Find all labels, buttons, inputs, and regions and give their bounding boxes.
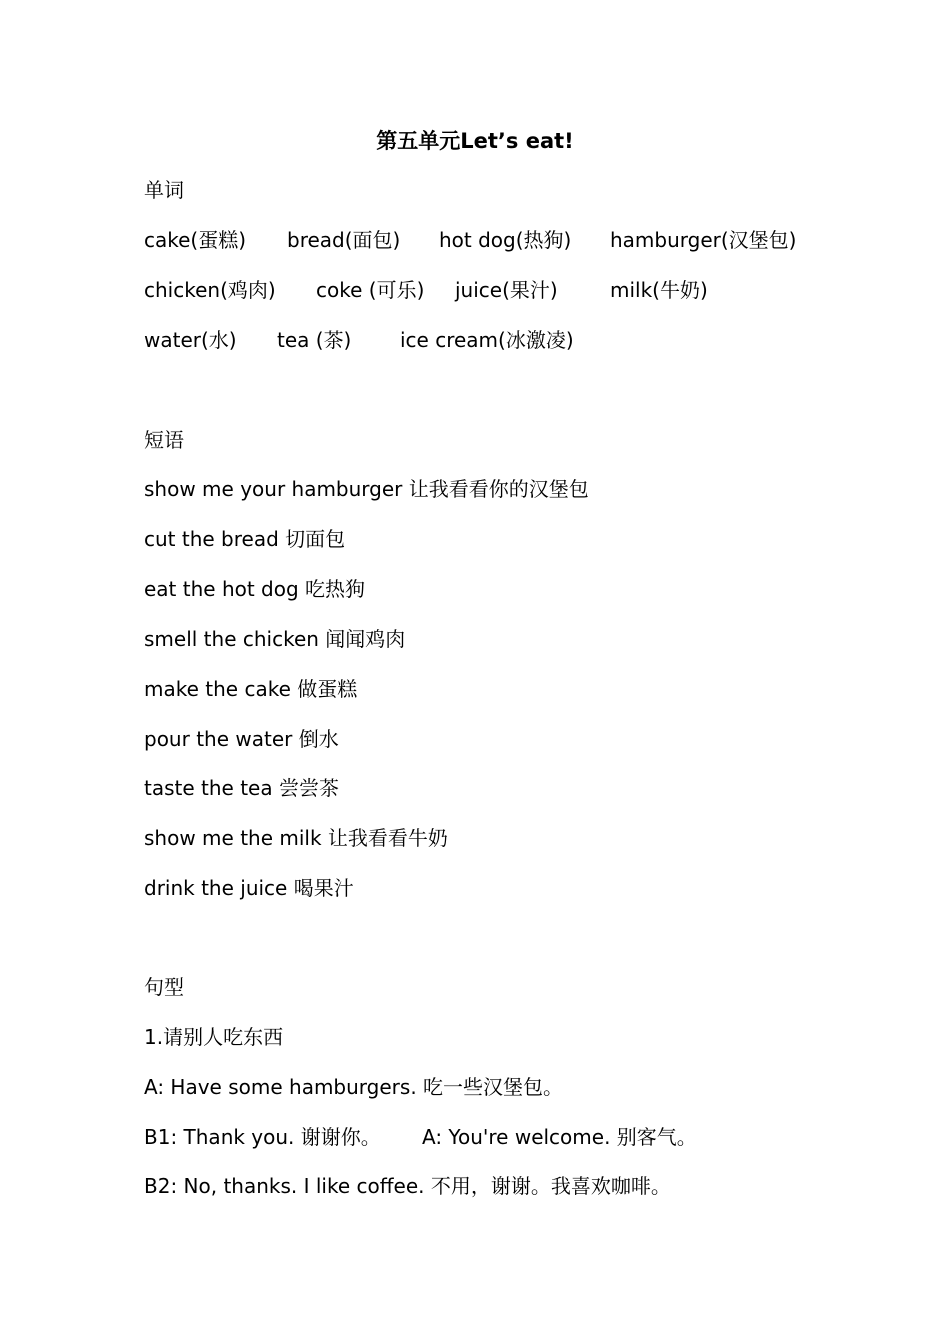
phrase-item <box>144 774 339 802</box>
phrase-en: smell the chicken <box>144 627 319 651</box>
dialogue-zh: 别客气。 <box>616 1125 697 1149</box>
vocab-word: tea (茶) <box>277 328 352 352</box>
phrase-zh: 喝果汁 <box>293 876 354 900</box>
phrase-en: eat the hot dog <box>144 577 299 601</box>
page-title: 第五单元Let’s eat! <box>376 129 574 153</box>
phrase-en: show me the milk <box>144 826 322 850</box>
phrase-item <box>144 475 589 503</box>
phrase-en: make the cake <box>144 677 291 701</box>
dialogue-line <box>144 1073 563 1101</box>
vocab-word: cake(蛋糕) <box>144 228 247 252</box>
dialogue-line <box>144 1172 671 1200</box>
vocab-word: water(水) <box>144 328 237 352</box>
phrase-item <box>144 824 448 852</box>
phrase-item <box>144 625 405 653</box>
vocab-word: juice(果汁) <box>455 278 558 302</box>
vocab-word: coke (可乐) <box>316 278 425 302</box>
phrase-zh: 尝尝茶 <box>278 776 339 800</box>
phrase-en: cut the bread <box>144 527 279 551</box>
phrase-en: taste the tea <box>144 776 273 800</box>
dialogue-en: B2: No, thanks. I like coffee. <box>144 1174 425 1198</box>
dialogue-en: A: You're welcome. <box>422 1125 611 1149</box>
dialogue-zh: 谢谢你。 <box>300 1125 381 1149</box>
dialogue-en: A: Have some hamburgers. <box>144 1075 417 1099</box>
dialogue-en: B1: Thank you. <box>144 1125 295 1149</box>
vocab-word: hot dog(热狗) <box>439 228 572 252</box>
phrase-item <box>144 725 339 753</box>
vocab-word: chicken(鸡肉) <box>144 278 276 302</box>
vocab-word: bread(面包) <box>287 228 401 252</box>
phrase-item <box>144 575 365 603</box>
phrase-zh: 让我看看牛奶 <box>327 826 448 850</box>
phrases-heading: 短语 <box>144 428 184 452</box>
sentences-subheading: 1.请别人吃东西 <box>144 1025 284 1049</box>
phrase-zh: 做蛋糕 <box>297 677 358 701</box>
dialogue-zh: 吃一些汉堡包。 <box>423 1075 564 1099</box>
phrase-zh: 吃热狗 <box>305 577 366 601</box>
vocab-word: milk(牛奶) <box>610 278 708 302</box>
phrase-en: drink the juice <box>144 876 288 900</box>
phrase-en: pour the water <box>144 727 293 751</box>
phrase-item <box>144 675 357 703</box>
words-heading: 单词 <box>144 178 184 202</box>
dialogue-line <box>422 1123 697 1151</box>
phrase-zh: 闻闻鸡肉 <box>325 627 406 651</box>
dialogue-zh: 不用，谢谢。我喜欢咖啡。 <box>430 1174 671 1198</box>
phrase-item <box>144 525 345 553</box>
dialogue-line <box>144 1123 381 1151</box>
phrase-zh: 倒水 <box>298 727 339 751</box>
vocab-word: ice cream(冰激凌) <box>400 328 574 352</box>
sentences-heading: 句型 <box>144 975 184 999</box>
phrase-zh: 切面包 <box>285 527 346 551</box>
phrase-zh: 让我看看你的汉堡包 <box>408 477 589 501</box>
vocab-word: hamburger(汉堡包) <box>610 228 797 252</box>
phrase-item <box>144 874 354 902</box>
phrase-en: show me your hamburger <box>144 477 403 501</box>
